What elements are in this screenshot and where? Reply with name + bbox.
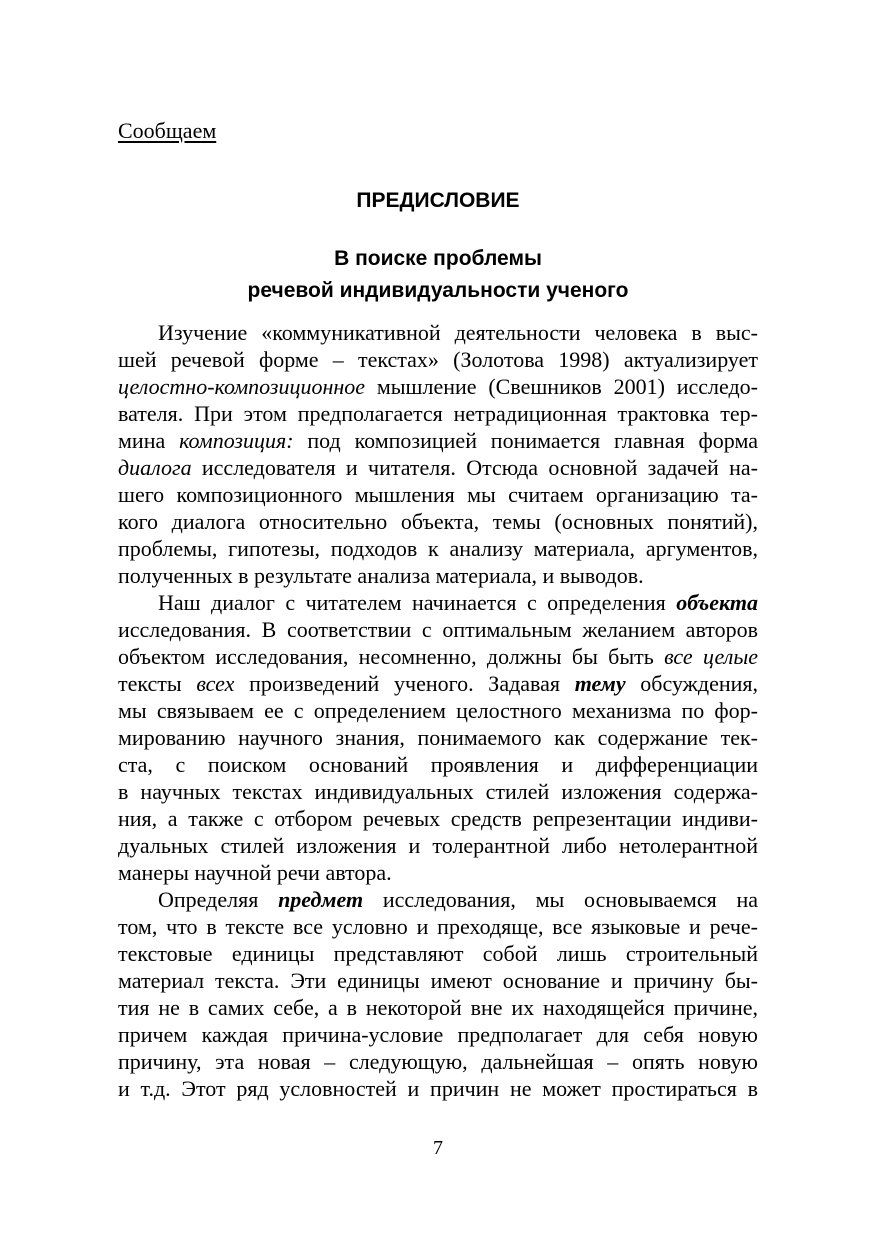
text-fragment: исследователя и читателя. Отсюда основной задачей на- [191,455,758,480]
text-line [118,427,758,454]
paragraph-3 [118,886,758,1102]
text-line [118,643,758,670]
page-number: 7 [433,1137,443,1159]
text-fragment: Определяя [158,887,279,912]
text-fragment: под композицией понимается главная форма [293,428,758,453]
italic-term: все целые [664,644,758,669]
text-fragment: объектом исследования, несомненно, должны бы быть [118,644,665,669]
text-line: Изучение «коммуникативной деятельности человека в выс- [158,320,758,345]
text-line: полученных в результате анализа материала, и выводов. [118,563,644,588]
section-title-line2: речевой индивидуальности ученого [247,279,629,302]
text-line: материал текста. Эти единицы имеют основание и причину бы- [118,968,758,993]
italic-term: целостно-композиционное [118,374,366,399]
text-fragment: мина [118,428,180,453]
text-line [118,373,758,400]
text-fragment: обсуждения, [625,671,759,696]
text-line: текстовые единицы представляют собой лишь строительный [118,941,758,966]
italic-term: композиция: [179,428,294,453]
text-line: ния, а также с отбором речевых средств репрезентации индиви- [118,806,758,831]
text-line: шего композиционного мышления мы считаем организацию та- [118,482,758,507]
text-line [118,454,758,481]
text-fragment: исследования, мы основываемся на [363,887,758,912]
text-line: шей речевой форме – текстах» (Золотова 1998) актуализирует [118,347,758,372]
text-line: проблемы, гипотезы, подходов к анализу материала, аргументов, [118,536,758,561]
text-fragment: Наш диалог с читателем начинается с определения [158,590,677,615]
text-line: том, что в тексте все условно и преходяще, все языковые и рече- [118,914,758,939]
text-line: исследования. В соответствии с оптимальным желанием авторов [118,617,758,642]
text-line: тия не в самих себе, а в некоторой вне их находящейся причине, [118,995,758,1020]
chapter-title: ПРЕДИСЛОВИЕ [356,189,520,212]
text-line: причем каждая причина-условие предполагает для себя новую [118,1022,758,1047]
text-line: ста, с поиском оснований проявления и дифференциации [118,752,758,777]
body-text [118,319,758,1102]
section-title-line1: В поиске проблемы [334,247,542,270]
header-note: Сообщаем [118,118,217,143]
text-line: вателя. При этом предполагается нетрадиционная трактовка тер- [118,401,758,426]
bold-term: объекта [676,590,758,615]
paragraph-1 [118,319,758,589]
text-line: в научных текстах индивидуальных стилей изложения содержа- [118,779,758,804]
text-line: дуальных стилей изложения и толерантной либо нетолерантной [118,833,758,858]
text-line [118,589,758,616]
text-line [118,886,758,913]
text-line: мы связываем ее с определением целостного механизма по фор- [118,698,758,723]
bold-term: тему [574,671,626,696]
text-fragment: тексты [118,671,197,696]
text-line [118,670,758,697]
italic-term: всех [196,671,235,696]
italic-term: диалога [118,455,192,480]
text-line: мированию научного знания, понимаемого как содержание тек- [118,725,758,750]
text-fragment: мышление (Свешников 2001) исследо- [365,374,758,399]
text-line: манеры научной речи автора. [118,860,392,885]
bold-term: предмет [278,887,364,912]
paragraph-2 [118,589,758,886]
text-line: причину, эта новая – следующую, дальнейшая – опять новую [118,1049,758,1074]
text-line: кого диалога относительно объекта, темы (основных понятий), [118,509,758,534]
text-line: и т.д. Этот ряд условностей и причин не может простираться в [118,1076,758,1101]
text-fragment: произведений ученого. Задавая [234,671,575,696]
